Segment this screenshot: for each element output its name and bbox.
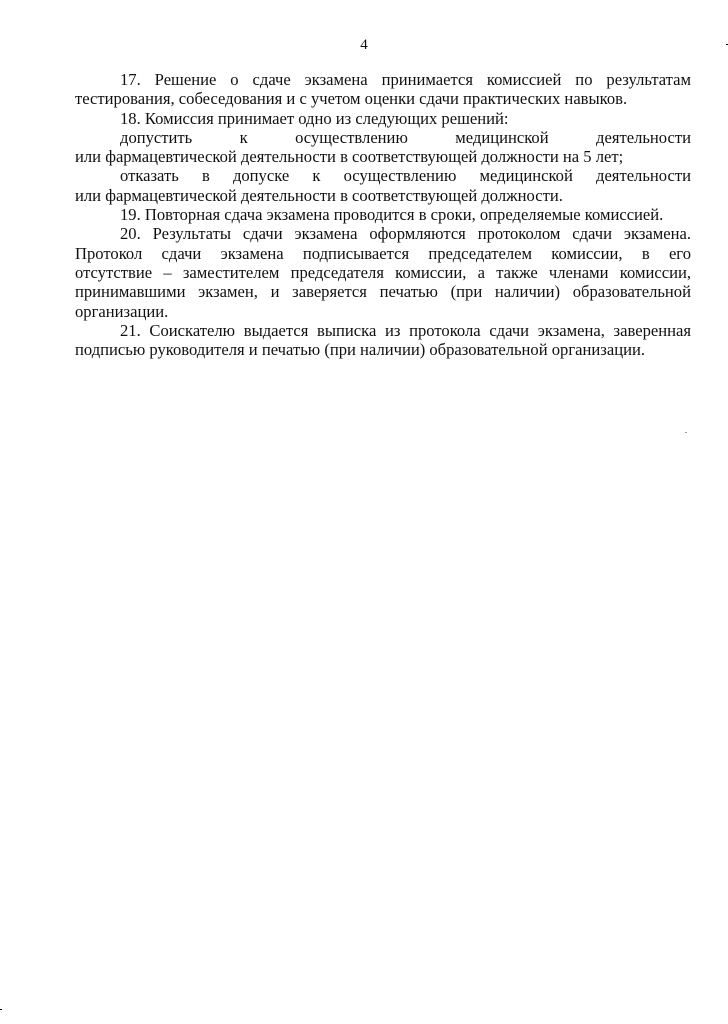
paragraph-20-line-1: 20. Результаты сдачи экзамена оформляются протоколом сдачи экзамена.	[120, 224, 691, 244]
paragraph-20-line-3: отсутствие – заместителем председателя комиссии, а также членами комиссии,	[75, 262, 691, 282]
scan-artifact-right-middle	[685, 432, 687, 433]
paragraph-20-line-4: принимавшими экзамен, и заверяется печатью (при наличии) образовательной	[75, 282, 691, 302]
paragraph-17-line-2: тестирования, собеседования и с учетом оценки сдачи практических навыков.	[75, 89, 628, 109]
paragraph-18	[75, 109, 691, 205]
document-body	[75, 70, 691, 359]
paragraph-19	[75, 205, 691, 224]
paragraph-17-line-1: 17. Решение о сдаче экзамена принимается комиссией по результатам	[120, 70, 691, 89]
paragraph-18-option-refuse-line-1: отказать в допуске к осуществлению медицинской деятельности	[120, 166, 691, 186]
paragraph-21-line-2: подписью руководителя и печатью (при наличии) образовательной организации.	[75, 340, 645, 360]
paragraph-21-line-1: 21. Соискателю выдается выписка из протокола сдачи экзамена, заверенная	[120, 320, 691, 340]
paragraph-20-line-5: организации.	[75, 301, 169, 321]
paragraph-18-line-1: 18. Комиссия принимает одно из следующих решений:	[120, 108, 509, 128]
paragraph-20	[75, 224, 691, 320]
scan-artifact-bottom-left	[0, 1009, 2, 1010]
paragraph-19-line-1: 19. Повторная сдача экзамена проводится в сроки, определяемые комиссией.	[120, 205, 664, 225]
paragraph-18-option-admit-line-2: или фармацевтической деятельности в соответствующей должности на 5 лет;	[75, 147, 624, 167]
paragraph-21	[75, 321, 691, 360]
paragraph-18-option-refuse-line-2: или фармацевтической деятельности в соответствующей должности.	[75, 185, 563, 205]
paragraph-20-line-2: Протокол сдачи экзамена подписывается председателем комиссии, в его	[75, 243, 691, 263]
paragraph-17	[75, 70, 691, 109]
paragraph-18-option-admit-line-1: допустить к осуществлению медицинской деятельности	[120, 127, 691, 147]
page-number: 4	[360, 37, 368, 53]
